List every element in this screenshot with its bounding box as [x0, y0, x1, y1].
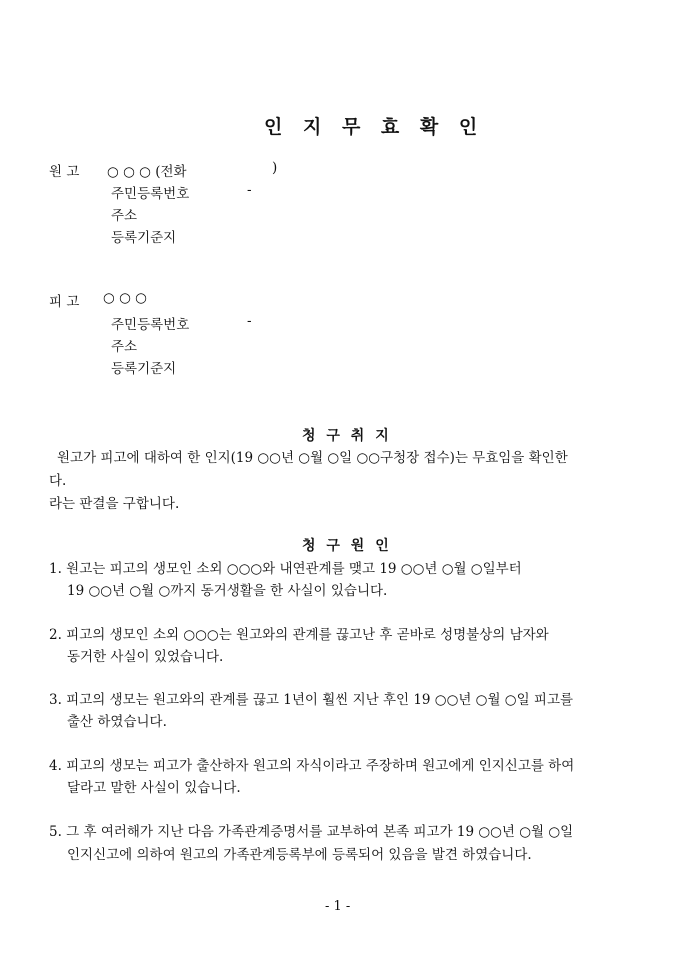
plaintiff-registry-label: 등록기준지 [111, 230, 177, 246]
claim-cause-item-line-1: 5. 그 후 여러해가 지난 다음 가족관계증명서를 교부하여 본족 피고가 19 ○○년 ○월 ○일 [49, 824, 574, 840]
claim-cause-item-line-2: 동거한 사실이 있었습니다. [67, 649, 224, 665]
claim-cause-item-line-2: 19 ○○년 ○월 ○까지 동거생활을 한 사실이 있습니다. [67, 583, 388, 599]
claim-cause-item-line-1: 1. 원고는 피고의 생모인 소외 ○○○와 내연관계를 맺고 19 ○○년 ○월 ○일부터 [49, 561, 522, 577]
defendant-name: ○ ○ ○ [103, 290, 147, 306]
claim-purpose-heading: 청 구 취 지 [302, 428, 392, 444]
claim-purpose-line-2: 다. [49, 473, 67, 489]
defendant-id-label: 주민등록번호 [111, 317, 190, 333]
claim-cause-item-line-1: 2. 피고의 생모인 소외 ○○○는 원고와의 관계를 끊고난 후 곧바로 성명불상의 남자와 [49, 627, 549, 643]
plaintiff-id-label: 주민등록번호 [111, 186, 190, 202]
claim-purpose-line-1: 원고가 피고에 대하여 한 인지(19 ○○년 ○월 ○일 ○○구청장 접수)는 무효임을 확인한 [57, 450, 568, 466]
defendant-label: 피 고 [49, 294, 80, 310]
plaintiff-address-label: 주소 [111, 208, 138, 224]
defendant-address-label: 주소 [111, 339, 138, 355]
claim-purpose-line-3: 라는 판결을 구합니다. [49, 496, 180, 512]
claim-cause-item-line-2: 인지신고에 의하여 원고의 가족관계등록부에 등록되어 있음을 발견 하였습니다. [67, 847, 532, 863]
defendant-registry-label: 등록기준지 [111, 361, 177, 377]
plaintiff-name: ○ ○ ○ (전화 [107, 164, 187, 180]
plaintiff-id-dash: - [247, 182, 252, 198]
plaintiff-label: 원 고 [49, 164, 80, 180]
claim-cause-heading: 청 구 원 인 [302, 538, 392, 554]
claim-cause-item-line-2: 달라고 말한 사실이 있습니다. [67, 780, 241, 796]
claim-cause-item-line-1: 4. 피고의 생모는 피고가 출산하자 원고의 자식이라고 주장하며 원고에게 인지신고를 하여 [49, 758, 575, 774]
claim-cause-item-line-2: 출산 하였습니다. [67, 714, 167, 730]
plaintiff-phone-close: ) [272, 160, 278, 176]
page-number: - 1 - [325, 899, 351, 914]
document-title: 인 지 무 효 확 인 [264, 116, 485, 138]
claim-cause-item-line-1: 3. 피고의 생모는 원고와의 관계를 끊고 1년이 훨씬 지난 후인 19 ○○년 ○월 ○일 피고를 [49, 692, 574, 708]
defendant-id-dash: - [247, 313, 252, 329]
